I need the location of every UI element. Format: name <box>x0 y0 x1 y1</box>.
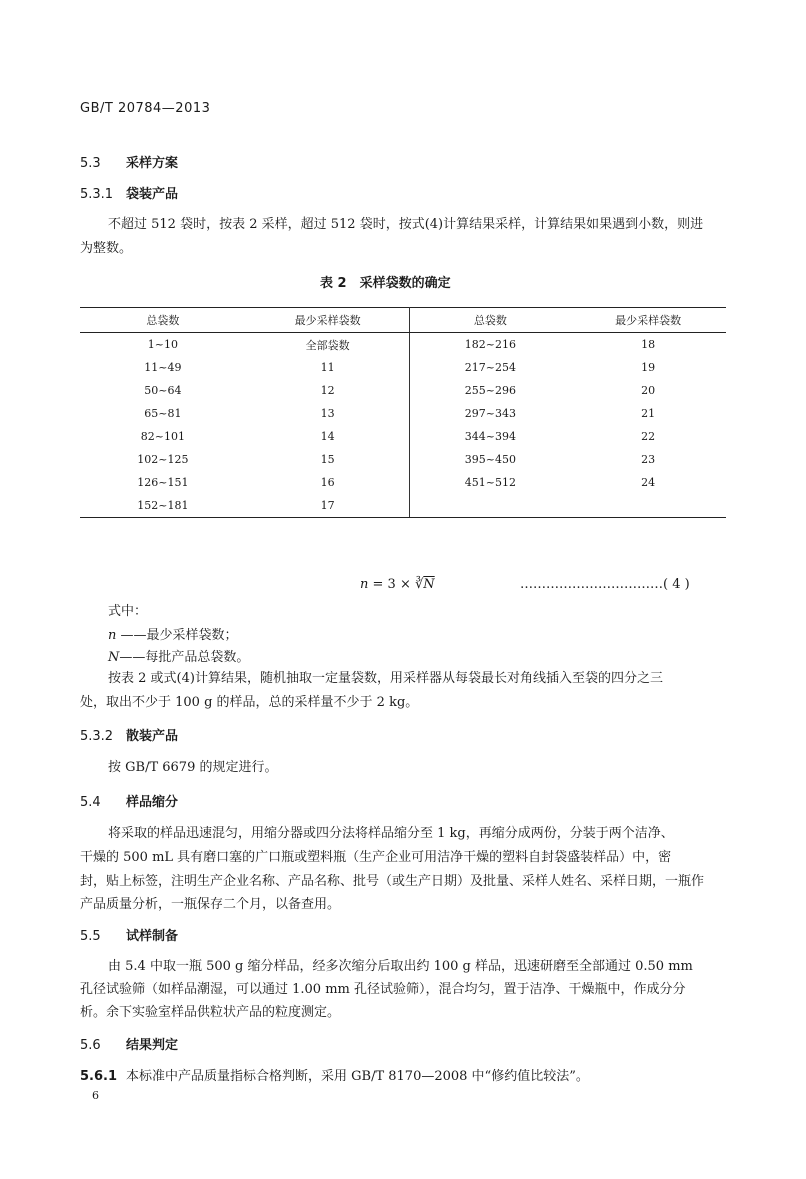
table-cell: 65~81 <box>144 407 182 420</box>
table-cell <box>410 494 570 518</box>
paragraph-line: 按 GB/T 6679 的规定进行。 <box>108 760 278 775</box>
paragraph-line: 干燥的 500 mL 具有磨口塞的广口瓶或塑料瓶（生产企业可用洁净干燥的塑料自封袋盛装样品）中，密 <box>80 850 672 865</box>
table-row <box>80 402 726 425</box>
equation-number: ……………………………( 4 ) <box>520 577 690 592</box>
table-caption: 表 2 采样袋数的确定 <box>320 276 451 291</box>
paragraph-line: 按表 2 或式(4)计算结果，随机抽取一定量袋数，用采样器从每袋最长对角线插入至袋的四分之三 <box>108 671 663 686</box>
table-row <box>80 356 726 379</box>
table-cell: 16 <box>246 471 410 494</box>
table-cell: 24 <box>641 476 656 489</box>
table-cell: 50~64 <box>144 384 182 397</box>
table-cell: 152~181 <box>80 494 246 518</box>
table-cell: 344~394 <box>464 430 516 443</box>
heading-5-6-1: 5.6.1 本标准中产品质量指标合格判断，采用 GB/T 8170—2008 中“修约值比较法”。 <box>80 1069 589 1084</box>
paragraph-line: 产品质量分析，一瓶保存二个月，以备查用。 <box>80 897 341 912</box>
table-cell: 18 <box>641 338 656 351</box>
table-cell <box>570 494 726 518</box>
header-cell: 最少采样袋数 <box>246 308 410 333</box>
table-cell: 13 <box>246 402 410 425</box>
header-cell: 总袋数 <box>410 308 570 333</box>
heading-5-4: 5.4 样品缩分 <box>80 795 179 810</box>
table-cell: 17 <box>246 494 410 518</box>
table-cell: 11~49 <box>144 361 182 374</box>
table-row <box>80 494 726 518</box>
table-cell: 126~151 <box>137 476 189 489</box>
heading-5-5: 5.5 试样制备 <box>80 929 179 944</box>
paragraph-line: 由 5.4 中取一瓶 500 g 缩分样品，经多次缩分后取出约 100 g 样品，迅速研磨至全部通过 0.50 mm <box>108 959 693 974</box>
paragraph-line: 析。余下实验室样品供粒状产品的粒度测定。 <box>80 1005 341 1020</box>
cube-root-symbol: ∛ <box>414 577 424 592</box>
heading-5-3: 5.3 采样方案 <box>80 156 179 171</box>
where-intro: 式中： <box>108 604 148 619</box>
heading-5-3-2: 5.3.2 散装产品 <box>80 729 179 744</box>
table-cell: 102~125 <box>137 453 189 466</box>
table-cell: 19 <box>641 361 656 374</box>
table-cell: 182~216 <box>464 338 516 351</box>
table-cell: 82~101 <box>140 430 185 443</box>
table-row <box>80 379 726 402</box>
table-cell: 12 <box>246 379 410 402</box>
table-cell: 23 <box>641 453 656 466</box>
table-cell: 全部袋数 <box>246 333 410 357</box>
paragraph-line: 为整数。 <box>80 241 133 256</box>
paragraph-line: 封，贴上标签，注明生产企业名称、产品名称、批号（或生产日期）及批量、采样人姓名、采样日期，一瓶作 <box>80 874 705 889</box>
heading-5-6: 5.6 结果判定 <box>80 1038 179 1053</box>
table-cell: 20 <box>641 384 656 397</box>
table-cell: 15 <box>246 448 410 471</box>
table-row <box>80 471 726 494</box>
table-cell: 14 <box>246 425 410 448</box>
sampling-table <box>80 307 726 518</box>
table-header-row <box>80 308 726 333</box>
table-cell: 297~343 <box>464 407 516 420</box>
heading-5-3-1: 5.3.1 袋装产品 <box>80 187 179 202</box>
paragraph-line: 不超过 512 袋时，按表 2 采样，超过 512 袋时，按式(4)计算结果采样，计算结果如果遇到小数，则进 <box>108 217 704 232</box>
where-n: n ——最少采样袋数； <box>108 628 238 643</box>
table-cell: 1~10 <box>147 338 178 351</box>
page-number: 6 <box>92 1089 99 1102</box>
header-cell: 最少采样袋数 <box>570 308 726 333</box>
table-cell: 451~512 <box>464 476 516 489</box>
paragraph-line: 处，取出不少于 100 g 的样品，总的采样量不少于 2 kg。 <box>80 695 419 710</box>
formula-4: $n = 3 \times ∛\overline{N}$ <box>360 577 435 592</box>
table-cell: 21 <box>641 407 656 420</box>
standard-code: GB/T 20784—2013 <box>80 101 211 116</box>
table-cell: 11 <box>246 356 410 379</box>
where-N: N——每批产品总袋数。 <box>108 650 250 665</box>
paragraph-line: 孔径试验筛（如样品潮湿，可以通过 1.00 mm 孔径试验筛），混合均匀，置于洁净、干燥瓶中，作成分分 <box>80 982 686 997</box>
table-row <box>80 425 726 448</box>
table-cell: 255~296 <box>464 384 516 397</box>
header-cell: 总袋数 <box>80 308 246 333</box>
table-cell: 22 <box>641 430 656 443</box>
paragraph-line: 将采取的样品迅速混匀，用缩分器或四分法将样品缩分至 1 kg，再缩分成两份，分装于两个洁净、 <box>108 826 674 841</box>
table-cell: 217~254 <box>464 361 516 374</box>
table-row <box>80 448 726 471</box>
table-row <box>80 333 726 357</box>
table-cell: 395~450 <box>464 453 516 466</box>
